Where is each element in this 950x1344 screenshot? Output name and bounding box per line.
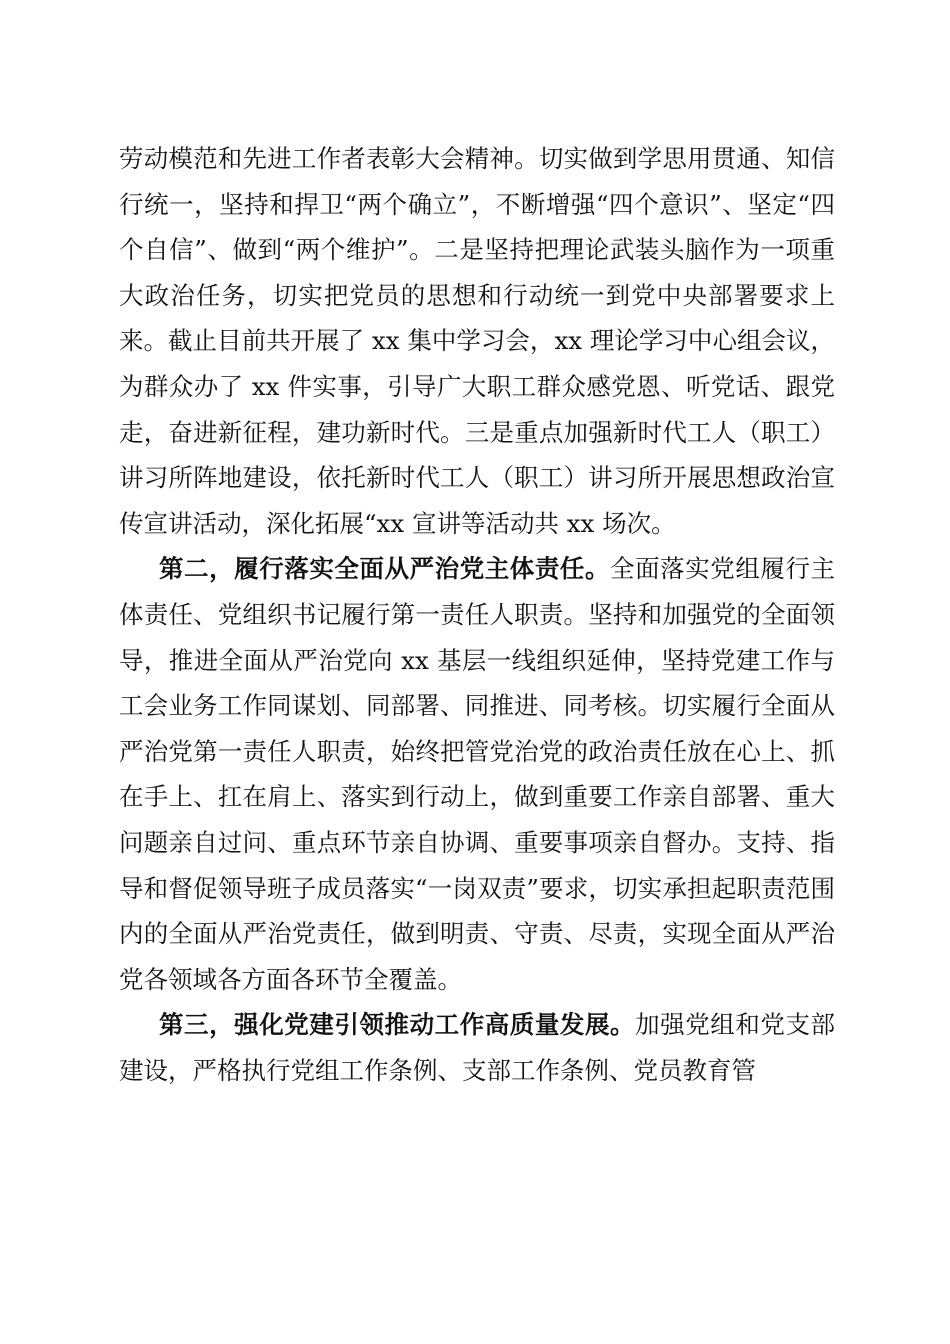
paragraph-3-heading: 第三，强化党建引领推动工作高质量发展。 [159,1010,636,1040]
paragraph-3-text: 加强党组和党支部建设，严格执行党组工作条例、支部工作条例、党员教育管 [119,1010,836,1085]
paragraph-2 [119,546,835,1002]
paragraph-2-heading: 第二，履行落实全面从严治党主体责任。 [159,554,611,584]
paragraph-3 [119,1002,835,1093]
paragraph-2-text: 全面落实党组履行主体责任、党组织书记履行第一责任人职责。坚持和加强党的全面领导，推进全面从严治党向 xx 基层一线组织延伸，坚持党建工作与工会业务工作同谋划、同部署、同推进、同考核。切实履行全面从严治党第一责任人职责，始终把管党治党的政治责任放在心上、抓在手上、扛在肩上、落实到行动上，做到重要工作亲自部署、重大问题亲自过问、重点环节亲自协调、重要事项亲自督办。支持、指导和督促领导班子成员落实“一岗双责”要求，切实承担起职责范围内的全面从严治党责任，做到明责、守责、尽责，实现全面从严治党各领域各方面各环节全覆盖。 [119,554,836,994]
document-body [119,136,835,1093]
paragraph-1 [119,136,835,546]
paragraph-1-text: 劳动模范和先进工作者表彰大会精神。切实做到学思用贯通、知信行统一，坚持和捍卫“两个确立”，不断增强“四个意识”、坚定“四个自信”、做到“两个维护”。二是坚持把理论武装头脑作为一项重大政治任务，切实把党员的思想和行动统一到党中央部署要求上来。截止目前共开展了 xx 集中学习会，xx 理论学习中心组会议，为群众办了 xx 件实事，引导广大职工群众感党恩、听党话、跟党走，奋进新征程，建功新时代。三是重点加强新时代工人（职工）讲习所阵地建设，依托新时代工人（职工）讲习所开展思想政治宣传宣讲活动，深化拓展“xx 宣讲等活动共 xx 场次。 [119,144,835,538]
